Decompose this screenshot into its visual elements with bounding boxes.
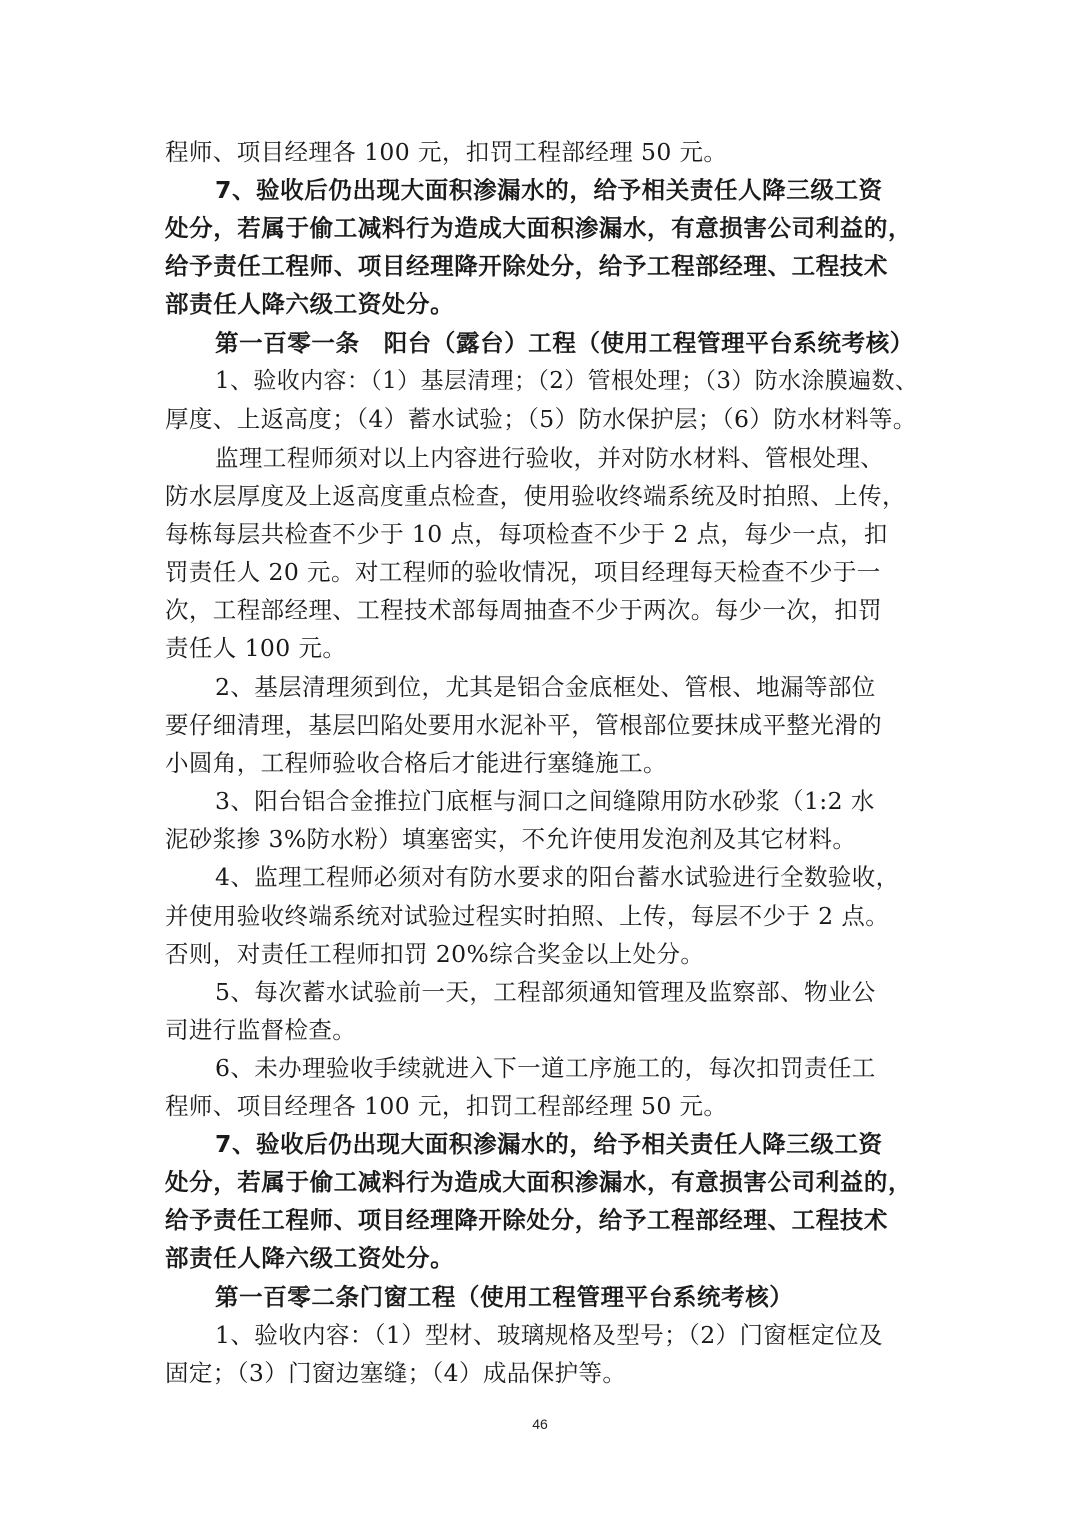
text-line: 泥砂浆掺 3%防水粉）填塞密实，不允许使用发泡剂及其它材料。 bbox=[165, 825, 857, 853]
text-line: 4、监理工程师必须对有防水要求的阳台蓄水试验进行全数验收， bbox=[215, 863, 900, 891]
text-line: 1、验收内容：（1）基层清理；（2）管根处理；（3）防水涂膜遍数、 bbox=[215, 368, 919, 394]
text-line-bold: 7、验收后仍出现大面积渗漏水的，给予相关责任人降三级工资 bbox=[215, 1130, 883, 1158]
text-line: 3、阳台铝合金推拉门底框与洞口之间缝隙用防水砂浆（1:2 水 bbox=[215, 787, 875, 815]
text-line: 固定；（3）门窗边塞缝；（4）成品保护等。 bbox=[165, 1359, 627, 1387]
text-line-bold: 给予责任工程师、项目经理降开除处分，给予工程部经理、工程技术 bbox=[165, 1206, 888, 1234]
text-line: 否则，对责任工程师扣罚 20%综合奖金以上处分。 bbox=[165, 940, 705, 968]
text-line-bold: 给予责任工程师、项目经理降开除处分，给予工程部经理、工程技术 bbox=[165, 252, 888, 280]
text-line: 罚责任人 20 元。对工程师的验收情况，项目经理每天检查不少于一 bbox=[165, 558, 881, 586]
text-line: 司进行监督检查。 bbox=[165, 1016, 357, 1044]
text-line: 每栋每层共检查不少于 10 点，每项检查不少于 2 点，每少一点，扣 bbox=[165, 520, 888, 548]
text-line: 监理工程师须对以上内容进行验收，并对防水材料、管根处理、 bbox=[215, 444, 885, 472]
text-line: 6、未办理验收手续就进入下一道工序施工的，每次扣罚责任工 bbox=[215, 1054, 876, 1082]
text-line: 5、每次蓄水试验前一天，工程部须通知管理及监察部、物业公 bbox=[215, 978, 876, 1006]
page-number: 46 bbox=[532, 1416, 548, 1432]
text-line: 小圆角，工程师验收合格后才能进行塞缝施工。 bbox=[165, 749, 667, 777]
section-heading: 第一百零一条 阳台（露台）工程（使用工程管理平台系统考核） bbox=[215, 329, 914, 357]
text-line: 要仔细清理，基层凹陷处要用水泥补平，管根部位要抹成平整光滑的 bbox=[165, 711, 882, 739]
text-line: 责任人 100 元。 bbox=[165, 634, 347, 662]
text-line: 防水层厚度及上返高度重点检查，使用验收终端系统及时拍照、上传， bbox=[165, 482, 906, 510]
text-line-bold: 处分，若属于偷工减料行为造成大面积渗漏水，有意损害公司利益的， bbox=[165, 214, 913, 242]
text-line: 1、验收内容：（1）型材、玻璃规格及型号；（2）门窗框定位及 bbox=[215, 1321, 883, 1349]
text-line-bold: 7、验收后仍出现大面积渗漏水的，给予相关责任人降三级工资 bbox=[215, 176, 883, 204]
text-line: 程师、项目经理各 100 元，扣罚工程部经理 50 元。 bbox=[165, 1092, 728, 1120]
text-line: 并使用验收终端系统对试验过程实时拍照、上传，每层不少于 2 点。 bbox=[165, 902, 890, 930]
text-line: 次，工程部经理、工程技术部每周抽查不少于两次。每少一次，扣罚 bbox=[165, 596, 882, 624]
text-line: 程师、项目经理各 100 元，扣罚工程部经理 50 元。 bbox=[165, 138, 728, 166]
section-heading: 第一百零二条门窗工程（使用工程管理平台系统考核） bbox=[215, 1283, 794, 1311]
text-line-bold: 部责任人降六级工资处分。 bbox=[165, 1244, 455, 1272]
text-line: 厚度、上返高度；（4）蓄水试验；（5）防水保护层；（6）防水材料等。 bbox=[165, 405, 917, 433]
text-line-bold: 处分，若属于偷工减料行为造成大面积渗漏水，有意损害公司利益的， bbox=[165, 1168, 913, 1196]
text-line-bold: 部责任人降六级工资处分。 bbox=[165, 290, 455, 318]
text-line: 2、基层清理须到位，尤其是铝合金底框处、管根、地漏等部位 bbox=[215, 673, 876, 701]
